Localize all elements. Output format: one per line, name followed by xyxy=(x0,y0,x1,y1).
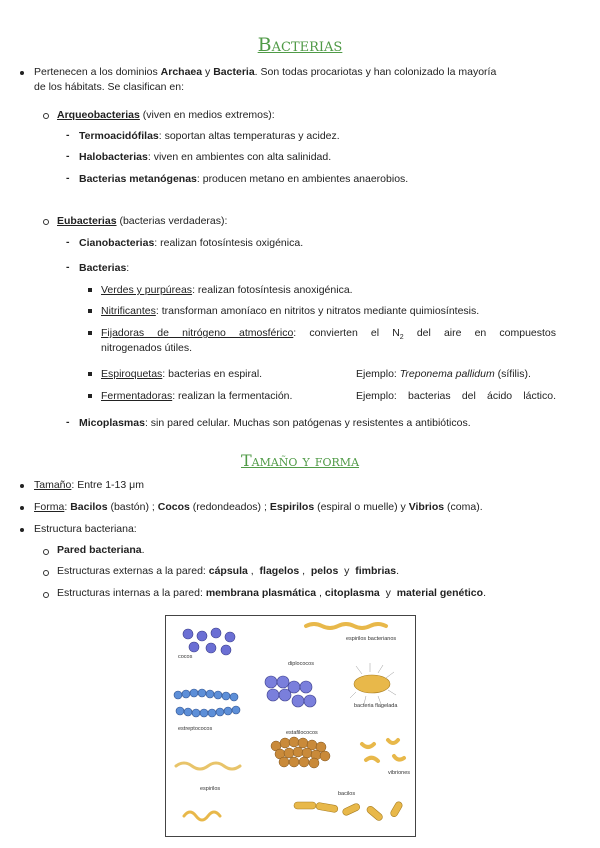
forma: Forma: Bacilos (bastón) ; Cocos (redondeados) ; Espirilos (espiral o muelle) y Vibrios (coma). xyxy=(34,501,483,513)
circle-bullet xyxy=(43,219,49,225)
estructuras-externas: Estructuras externas a la pared: cápsula , flagelos , pelos y fimbrias. xyxy=(57,565,400,577)
square-bullet xyxy=(88,394,92,398)
tamano: Tamaño: Entre 1-13 μm xyxy=(34,479,144,491)
label-estreptococos: estreptococos xyxy=(178,726,213,732)
label-diplococos: diplococos xyxy=(288,661,314,667)
fermentadoras-ejemplo: Ejemplo: bacterias del ácido láctico. xyxy=(356,390,556,402)
label-cocos: cocos xyxy=(178,654,193,660)
bacteria-shapes-figure xyxy=(165,615,416,837)
espiroquetas: Espiroquetas: bacterias en espiral. xyxy=(101,368,263,380)
fijadoras-line-2: nitrogenados útiles. xyxy=(101,342,193,354)
espiroquetas-ejemplo: Ejemplo: Treponema pallidum (sífilis). xyxy=(356,368,531,380)
page-title: Bacterias xyxy=(257,34,343,56)
square-bullet xyxy=(88,288,92,292)
eubacterias-heading: Eubacterias (bacterias verdaderas): xyxy=(57,215,228,227)
fermentadoras: Fermentadoras: realizan la fermentación. xyxy=(101,390,293,402)
bullet xyxy=(20,528,24,532)
circle-bullet xyxy=(43,592,49,598)
bullet xyxy=(20,506,24,510)
square-bullet xyxy=(88,372,92,376)
dash-bullet: - xyxy=(66,172,70,184)
estructuras-internas: Estructuras internas a la pared: membrana plasmática , citoplasma y material genético. xyxy=(57,587,486,599)
arqueobacterias-heading: Arqueobacterias (viven en medios extremos): xyxy=(57,109,275,121)
dash-bullet: - xyxy=(66,236,70,248)
label-espirilos: espirilos xyxy=(200,786,221,792)
pared-bacteriana: Pared bacteriana. xyxy=(57,544,145,556)
fijadoras-line-1: Fijadoras de nitrógeno atmosférico: convierten el $N_2$ del aire en compuestos xyxy=(101,327,557,342)
dash-bullet: - xyxy=(66,129,70,141)
bullet xyxy=(20,484,24,488)
intro-line-1: Pertenecen a los dominios Archaea y Bacteria. Son todas procariotas y han colonizado la mayoría xyxy=(34,66,497,78)
square-bullet xyxy=(88,309,92,313)
label-bacteria-flagelada: bacteria flagelada xyxy=(354,703,398,709)
dash-bullet: - xyxy=(66,150,70,162)
nitrificantes: Nitrificantes: transforman amoníaco en nitritos y nitratos mediante quimiosíntesis. xyxy=(101,305,480,317)
dash-bullet: - xyxy=(66,416,70,428)
label-estafilococos: estafilococos xyxy=(286,730,318,736)
label-bacilos: bacilos xyxy=(338,791,356,797)
bullet xyxy=(20,71,24,75)
estructura-heading: Estructura bacteriana: xyxy=(34,523,137,535)
circle-bullet xyxy=(43,549,49,555)
arqueo-item-3: Bacterias metanógenas: producen metano en ambientes anaerobios. xyxy=(79,173,409,185)
micoplasmas: Micoplasmas: sin pared celular. Muchas son patógenas y resistentes a antibióticos. xyxy=(79,417,471,429)
square-bullet xyxy=(88,331,92,335)
circle-bullet xyxy=(43,570,49,576)
label-vibriones: vibriones xyxy=(388,770,411,776)
arqueo-item-1: Termoacidófilas: soportan altas temperaturas y acidez. xyxy=(79,130,340,142)
intro-line-2: de los hábitats. Se clasifican en: xyxy=(34,81,185,93)
label-espirilos-bacterianos: espirilos bacterianos xyxy=(346,636,397,642)
circle-bullet xyxy=(43,113,49,119)
cianobacterias: Cianobacterias: realizan fotosíntesis oxigénica. xyxy=(79,237,304,249)
section-title: Tamaño y forma xyxy=(240,451,360,470)
dash-bullet: - xyxy=(66,261,70,273)
arqueo-item-2: Halobacterias: viven en ambientes con alta salinidad. xyxy=(79,151,332,163)
verdes-purpureas: Verdes y purpúreas: realizan fotosíntesis anoxigénica. xyxy=(101,284,353,296)
bacterias-heading: Bacterias: xyxy=(79,262,130,274)
